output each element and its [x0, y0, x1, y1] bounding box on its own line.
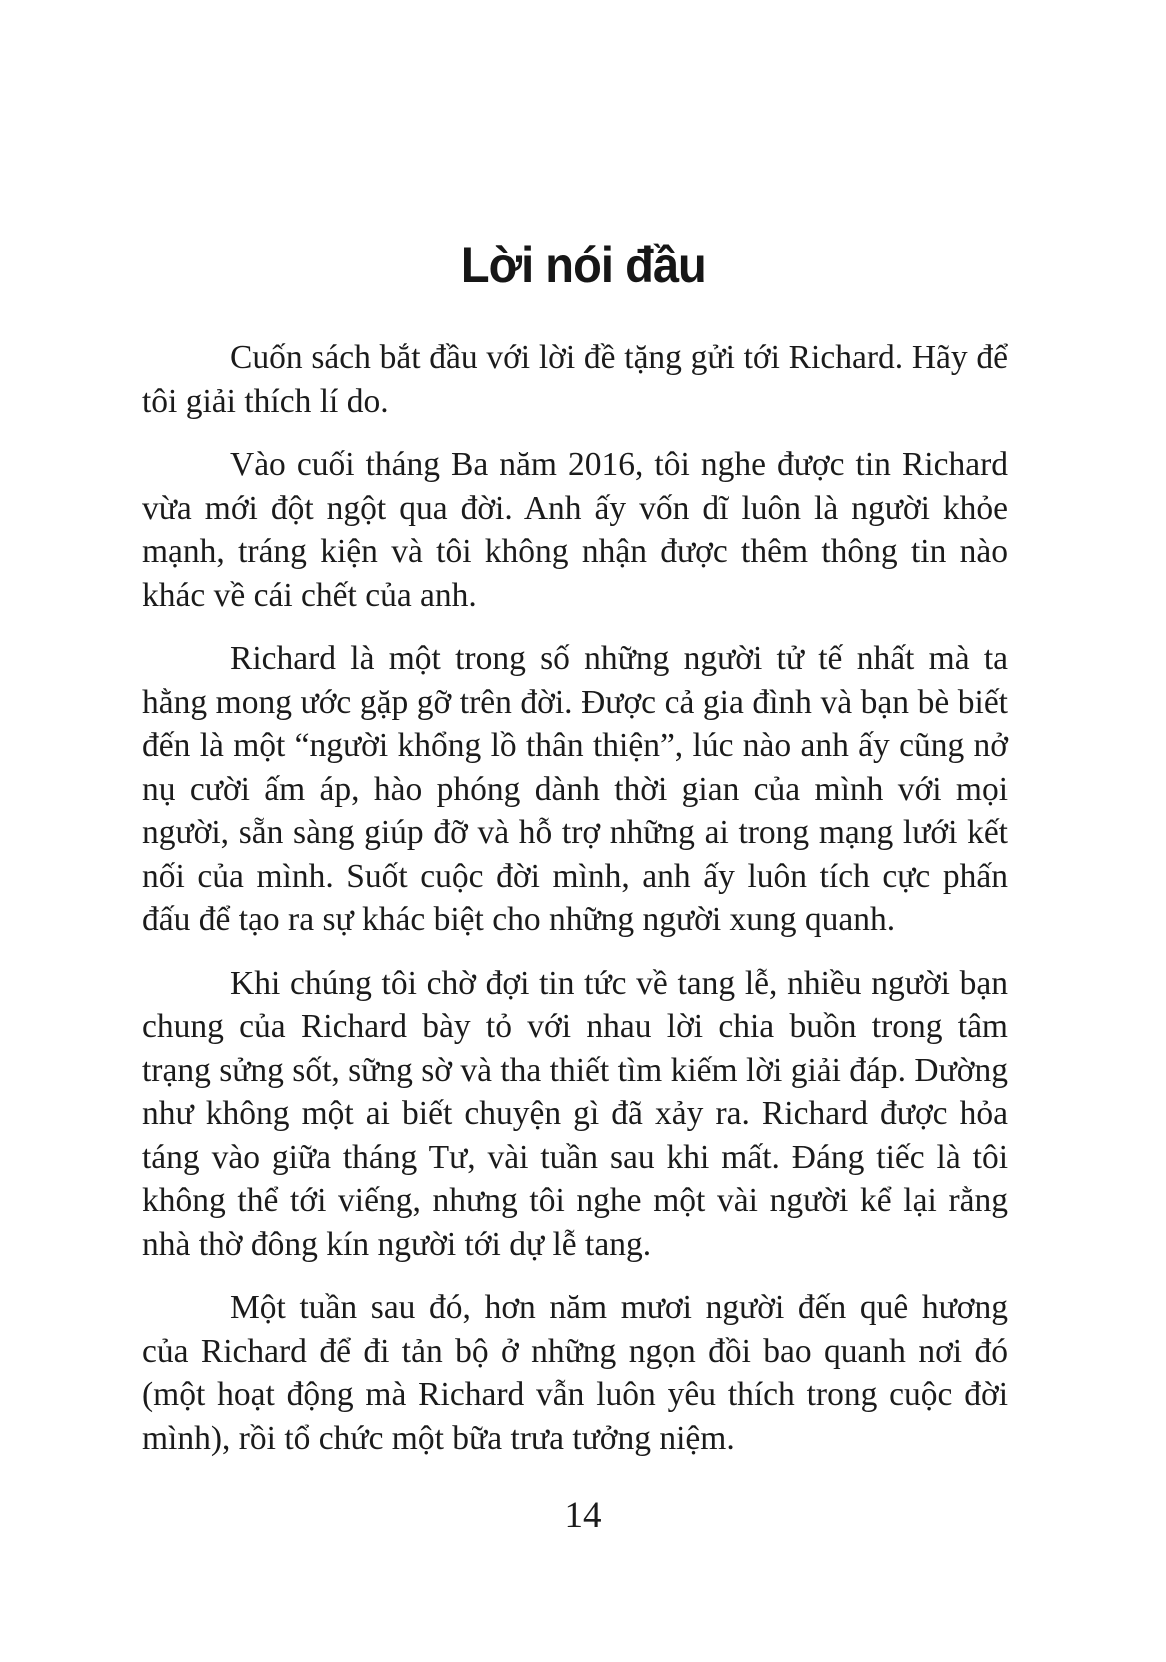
- page-number: 14: [564, 1495, 602, 1536]
- body-paragraph: Một tuần sau đó, hơn năm mươi người đến quê hương của Richard để đi tản bộ ở những ngọn đồi bao quanh nơi đó (một hoạt động mà Richard vẫn luôn yêu thích trong cuộc đời mình), rồi tổ chức một bữa trưa tưởng niệm.: [142, 1289, 1008, 1457]
- body-paragraph: Khi chúng tôi chờ đợi tin tức về tang lễ, nhiều người bạn chung của Richard bày tỏ với nhau lời chia buồn trong tâm trạng sửng sốt, sững sờ và tha thiết tìm kiếm lời giải đáp. Dường như không một ai biết chuyện gì đã xảy ra. Richard được hỏa táng vào giữa tháng Tư, vài tuần sau khi mất. Đáng tiếc là tôi không thể tới viếng, nhưng tôi nghe một vài người kể lại rằng nhà thờ đông kín người tới dự lễ tang.: [142, 964, 1008, 1263]
- body-paragraph: Vào cuối tháng Ba năm 2016, tôi nghe được tin Richard vừa mới đột ngột qua đời. Anh ấy vốn dĩ luôn là người khỏe mạnh, tráng kiện và tôi không nhận được thêm thông tin nào khác về cái chết của anh.: [142, 446, 1008, 614]
- body-paragraph: Cuốn sách bắt đầu với lời đề tặng gửi tới Richard. Hãy để tôi giải thích lí do.: [142, 339, 1008, 420]
- body-text: [142, 336, 1008, 1480]
- page-title: [0, 236, 1166, 294]
- body-paragraph: Richard là một trong số những người tử tế nhất mà ta hằng mong ước gặp gỡ trên đời. Được cả gia đình và bạn bè biết đến là một “người khổng lồ thân thiện”, lúc nào anh ấy cũng nở nụ cười ấm áp, hào phóng dành thời gian của mình với mọi người, sẵn sàng giúp đỡ và hỗ trợ những ai trong mạng lưới kết nối của mình. Suốt cuộc đời mình, anh ấy luôn tích cực phấn đấu để tạo ra sự khác biệt cho những người xung quanh.: [142, 640, 1008, 938]
- page-title-text: Lời nói đầu: [460, 236, 706, 293]
